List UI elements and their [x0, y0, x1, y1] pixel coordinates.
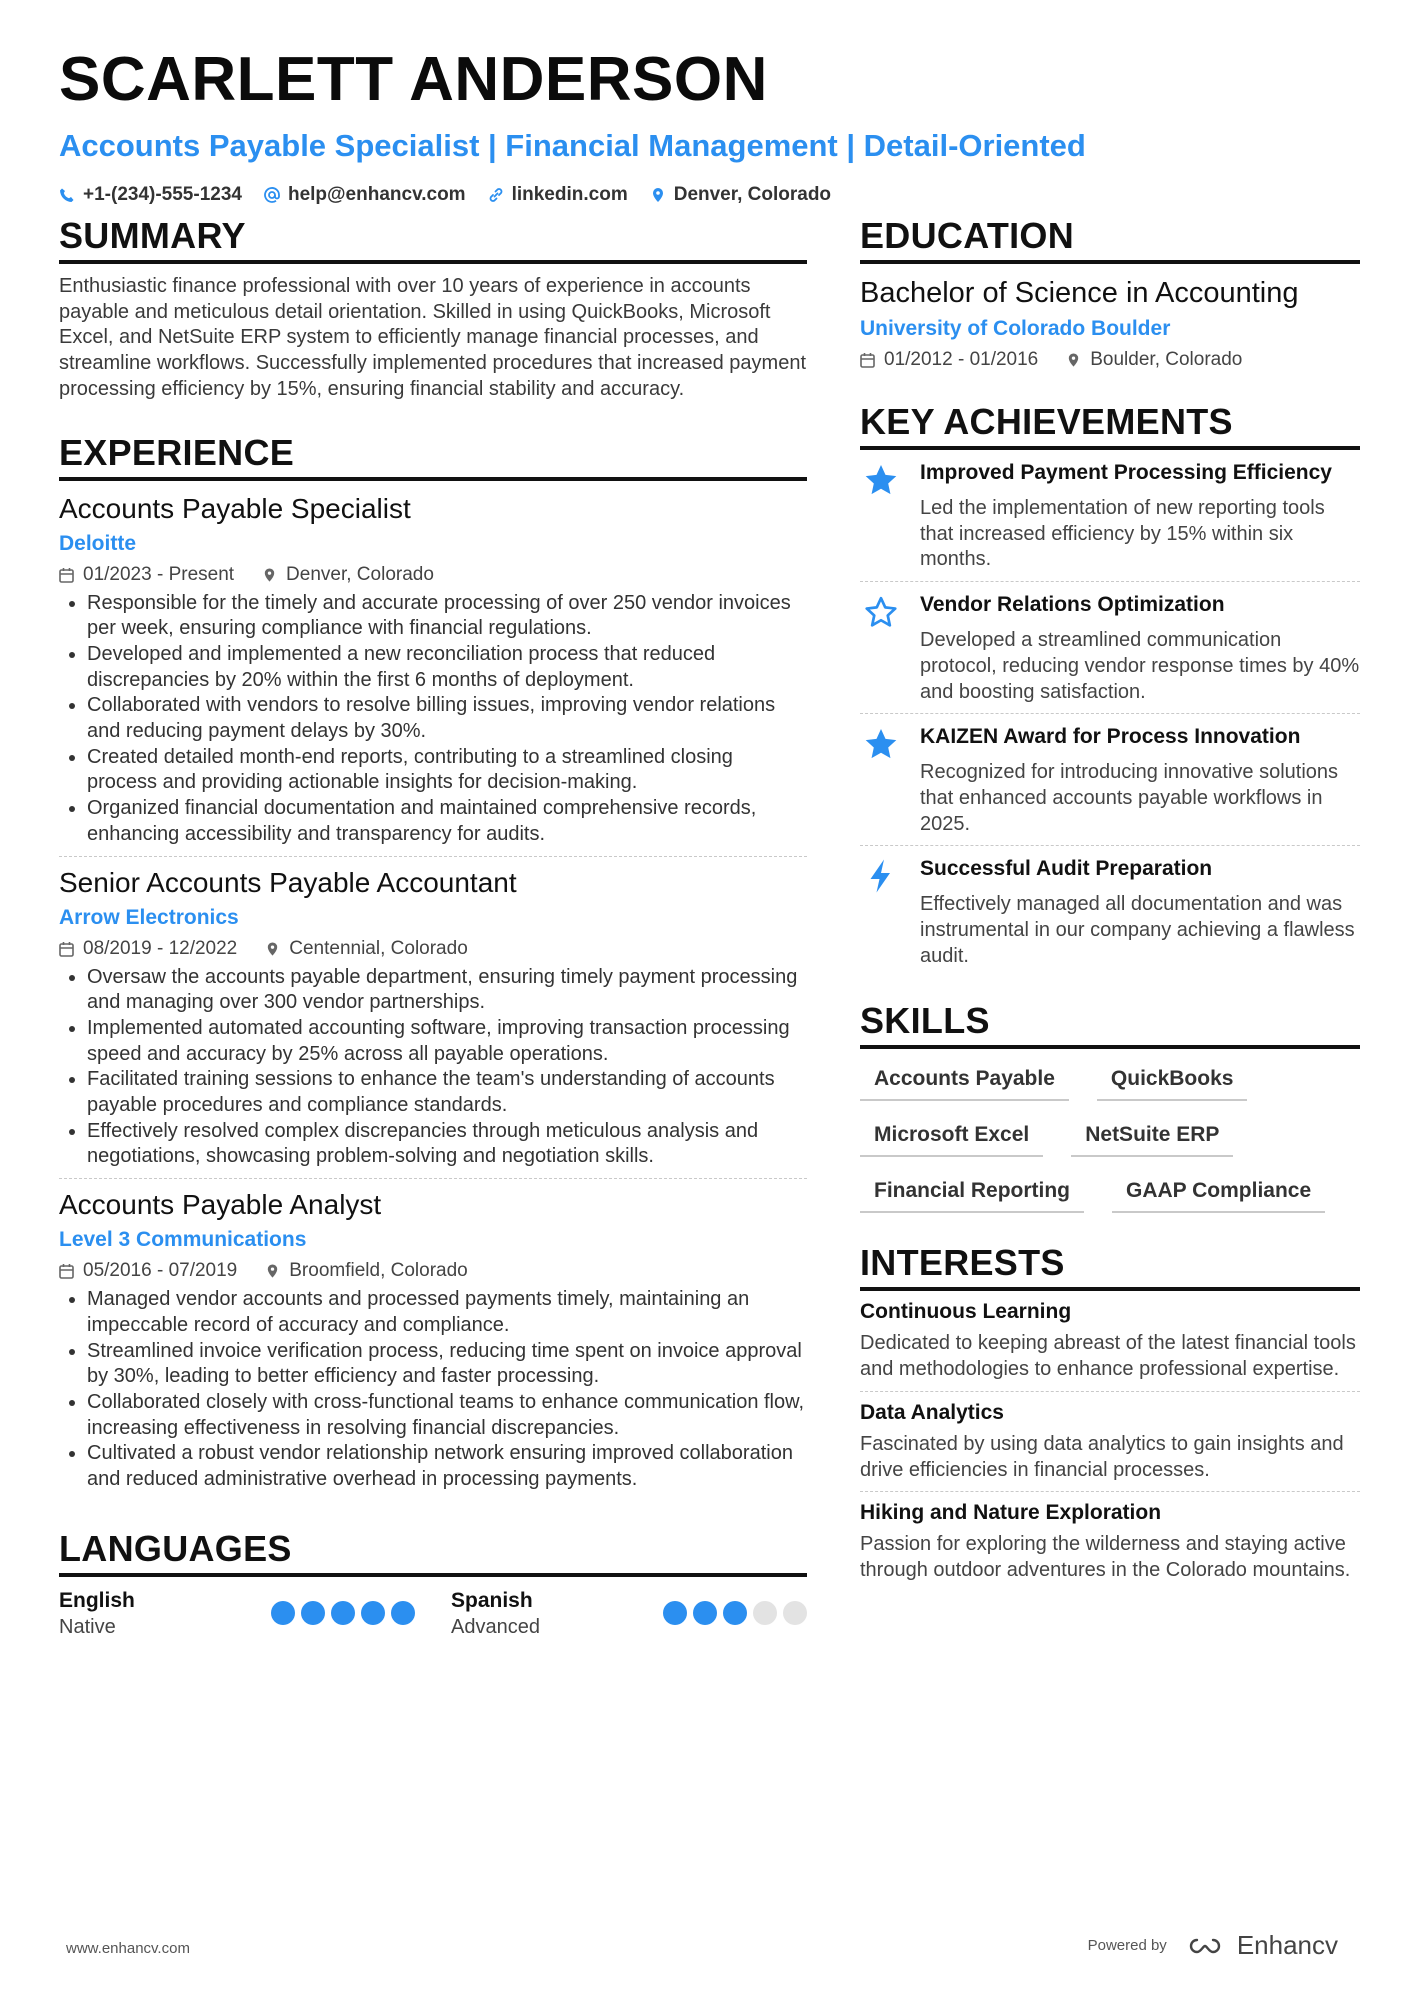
- job-bullets: [59, 965, 807, 1171]
- bullet-item: • Collaborated closely with cross-functional teams to enhance communication flow, increasing effectiveness in resolving financial discrepancies.: [87, 1390, 807, 1441]
- bullet-item: • Effectively resolved complex discrepancies through meticulous analysis and negotiations, showcasing problem-solving and negotiation skills.: [87, 1119, 807, 1170]
- language-item: [451, 1587, 807, 1641]
- proficiency-dot-filled: [693, 1601, 717, 1625]
- interest-title: Data Analytics: [860, 1400, 1004, 1424]
- skill-tag: NetSuite ERP: [1071, 1115, 1233, 1157]
- bullet-item: • Collaborated with vendors to resolve billing issues, improving vendor relations and reducing payment delays by 30%.: [87, 693, 807, 744]
- achievement-title: KAIZEN Award for Process Innovation: [920, 725, 1301, 749]
- skill-tag: GAAP Compliance: [1112, 1171, 1325, 1213]
- interest-title: Continuous Learning: [860, 1300, 1072, 1324]
- achievement-desc: Effectively managed all documentation and was instrumental in our company achieving a flawless audit.: [920, 893, 1355, 967]
- bullet-item: • Managed vendor accounts and processed payments timely, maintaining an impeccable record of accuracy and compliance.: [87, 1287, 807, 1338]
- interest-item: [860, 1391, 1360, 1491]
- email-text: help@enhancv.com: [287, 184, 466, 205]
- location-text: Denver, Colorado: [673, 184, 832, 205]
- footer-website[interactable]: www.enhancv.com: [66, 1940, 190, 1957]
- calendar-icon: [59, 941, 74, 957]
- languages-list: [59, 1587, 807, 1641]
- location-pin-icon: [650, 187, 666, 203]
- contact-phone[interactable]: [59, 184, 242, 206]
- interest-desc: Dedicated to keeping abreast of the latest financial tools and methodologies to enhance professional expertise.: [860, 1332, 1356, 1381]
- achievement-desc: Led the implementation of new reporting tools that increased efficiency by 15% within six months.: [920, 497, 1325, 571]
- powered-by-label: Powered by: [1087, 1937, 1167, 1954]
- resume-header: [59, 44, 1359, 206]
- job-meta: [59, 935, 807, 963]
- proficiency-dot-empty: [753, 1601, 777, 1625]
- calendar-icon: [59, 1263, 74, 1279]
- summary-section: [59, 214, 807, 403]
- bullet-item: • Oversaw the accounts payable department, ensuring timely payment processing and managing over 300 vendor partnerships.: [87, 965, 807, 1016]
- bullet-item: • Organized financial documentation and maintained comprehensive records, enhancing accessibility and transparency for audits.: [87, 796, 807, 847]
- job-title: Accounts Payable Specialist: [59, 492, 411, 524]
- job-entry: [59, 1178, 807, 1501]
- proficiency-dot-filled: [271, 1601, 295, 1625]
- contact-location: [650, 184, 831, 206]
- summary-text: Enthusiastic finance professional with over 10 years of experience in accounts payable and meticulous detail orientation. Skilled in using QuickBooks, Microsoft Excel, and NetSuite ERP system to efficiently manage financial processes, and streamline workflows. Successfully implemented procedures that increased payment processing efficiency by 15%, ensuring financial stability and accuracy.: [59, 275, 807, 400]
- achievement-title: Successful Audit Preparation: [920, 857, 1213, 881]
- link-text: linkedin.com: [511, 184, 628, 205]
- education-section: [860, 214, 1360, 374]
- job-location: Centennial, Colorado: [265, 935, 468, 963]
- experience-heading: EXPERIENCE: [59, 431, 807, 481]
- job-dates: 05/2016 - 07/2019: [59, 1257, 237, 1285]
- achievement-desc: Recognized for introducing innovative solutions that enhanced accounts payable workflows in 2025.: [920, 761, 1339, 835]
- experience-section: [59, 431, 807, 1501]
- proficiency-dot-filled: [361, 1601, 385, 1625]
- job-entry: [59, 856, 807, 1179]
- achievement-item: [860, 581, 1360, 713]
- bullet-item: • Implemented automated accounting software, improving transaction processing speed and accuracy by 25% across all payable operations.: [87, 1016, 807, 1067]
- star-outline-icon: [863, 594, 899, 630]
- interest-item: [860, 1491, 1360, 1591]
- achievement-title: Vendor Relations Optimization: [920, 593, 1225, 617]
- candidate-name: SCARLETT ANDERSON: [59, 45, 768, 114]
- job-bullets: [59, 1287, 807, 1493]
- bullet-item: • Cultivated a robust vendor relationship network ensuring improved collaboration and reduced administrative overhead in processing payments.: [87, 1441, 807, 1492]
- calendar-icon: [860, 352, 875, 368]
- link-icon: [488, 187, 504, 203]
- proficiency-dot-filled: [331, 1601, 355, 1625]
- job-dates: 08/2019 - 12/2022: [59, 935, 237, 963]
- language-level: Advanced: [451, 1615, 540, 1638]
- phone-text: +1-(234)-555-1234: [83, 184, 242, 205]
- language-name: English: [59, 1588, 135, 1612]
- language-name: Spanish: [451, 1588, 533, 1612]
- skills-list: [860, 1059, 1360, 1213]
- skill-tag: Accounts Payable: [860, 1059, 1069, 1101]
- achievement-title: Improved Payment Processing Efficiency: [920, 461, 1332, 484]
- job-location: Broomfield, Colorado: [265, 1257, 467, 1285]
- proficiency-dots: [663, 1601, 807, 1625]
- job-location: Denver, Colorado: [262, 561, 434, 589]
- right-column: [860, 214, 1360, 1592]
- star-filled-icon: [863, 462, 899, 498]
- location-pin-icon: [1066, 352, 1081, 368]
- interest-desc: Passion for exploring the wilderness and staying active through outdoor adventures in the Colorado mountains.: [860, 1533, 1351, 1581]
- bullet-item: • Responsible for the timely and accurate processing of over 250 vendor invoices per week, ensuring compliance with financial regulations.: [87, 591, 807, 642]
- location-pin-icon: [262, 567, 277, 583]
- education-meta: [860, 346, 1360, 374]
- summary-heading: SUMMARY: [59, 214, 807, 264]
- skill-tag: Microsoft Excel: [860, 1115, 1043, 1157]
- star-filled-icon: [863, 726, 899, 762]
- job-entry: [59, 491, 807, 856]
- interests-heading: INTERESTS: [860, 1241, 1360, 1291]
- education-location: Boulder, Colorado: [1066, 346, 1242, 374]
- skills-section: [860, 999, 1360, 1213]
- at-icon: [264, 187, 280, 203]
- brand-name: Enhancv: [1236, 1930, 1338, 1960]
- language-item: [59, 1587, 415, 1641]
- language-level: Native: [59, 1615, 116, 1638]
- footer-branding: [1088, 1930, 1338, 1961]
- job-title: Senior Accounts Payable Accountant: [59, 866, 517, 898]
- calendar-icon: [59, 567, 74, 583]
- location-pin-icon: [265, 941, 280, 957]
- contact-bar: [59, 184, 1359, 206]
- languages-section: [59, 1527, 807, 1641]
- job-meta: [59, 1257, 807, 1285]
- contact-link[interactable]: [488, 184, 628, 206]
- achievement-item: [860, 713, 1360, 845]
- achievement-desc: Developed a streamlined communication protocol, reducing vendor response times by 40% and boosting satisfaction.: [920, 629, 1360, 703]
- achievement-item: [860, 450, 1360, 581]
- achievements-section: [860, 400, 1360, 977]
- achievement-item: [860, 845, 1360, 977]
- company-name: Level 3 Communications: [59, 1228, 307, 1252]
- lightning-icon: [863, 858, 899, 894]
- left-column: [59, 214, 807, 1641]
- phone-icon: [59, 187, 75, 203]
- job-title: Accounts Payable Analyst: [59, 1189, 382, 1221]
- candidate-headline: Accounts Payable Specialist | Financial Management | Detail-Oriented: [59, 128, 1086, 163]
- bullet-item: • Streamlined invoice verification process, reducing time spent on invoice approval by 30%, leading to better efficiency and faster processing.: [87, 1339, 807, 1390]
- job-meta: [59, 561, 807, 589]
- job-bullets: [59, 591, 807, 848]
- proficiency-dot-filled: [301, 1601, 325, 1625]
- proficiency-dot-filled: [391, 1601, 415, 1625]
- company-name: Deloitte: [59, 531, 137, 555]
- brand-logo[interactable]: [1183, 1930, 1338, 1961]
- proficiency-dot-filled: [723, 1601, 747, 1625]
- school-name: University of Colorado Boulder: [860, 317, 1171, 340]
- bullet-item: • Developed and implemented a new reconciliation process that reduced discrepancies by 20% within the first 6 months of deployment.: [87, 642, 807, 693]
- skill-tag: QuickBooks: [1097, 1059, 1248, 1101]
- skills-heading: SKILLS: [860, 999, 1360, 1049]
- achievements-heading: KEY ACHIEVEMENTS: [860, 400, 1360, 450]
- interests-section: [860, 1241, 1360, 1591]
- enhancv-logo-icon: [1183, 1934, 1227, 1958]
- languages-heading: LANGUAGES: [59, 1527, 807, 1577]
- bullet-item: • Facilitated training sessions to enhance the team's understanding of accounts payable procedures and compliance standards.: [87, 1067, 807, 1118]
- proficiency-dot-empty: [783, 1601, 807, 1625]
- proficiency-dot-filled: [663, 1601, 687, 1625]
- degree-title: Bachelor of Science in Accounting: [860, 277, 1299, 309]
- job-dates: 01/2023 - Present: [59, 561, 234, 589]
- education-heading: EDUCATION: [860, 214, 1360, 264]
- interest-item: [860, 1291, 1360, 1390]
- proficiency-dots: [271, 1601, 415, 1625]
- company-name: Arrow Electronics: [59, 905, 239, 929]
- skill-tag: Financial Reporting: [860, 1171, 1084, 1213]
- interest-title: Hiking and Nature Exploration: [860, 1501, 1162, 1525]
- location-pin-icon: [265, 1263, 280, 1279]
- interest-desc: Fascinated by using data analytics to gain insights and drive efficiencies in financial processes.: [860, 1432, 1344, 1481]
- education-dates: 01/2012 - 01/2016: [860, 346, 1038, 374]
- contact-email[interactable]: [264, 184, 466, 206]
- bullet-item: • Created detailed month-end reports, contributing to a streamlined closing process and providing actionable insights for decision-making.: [87, 745, 807, 796]
